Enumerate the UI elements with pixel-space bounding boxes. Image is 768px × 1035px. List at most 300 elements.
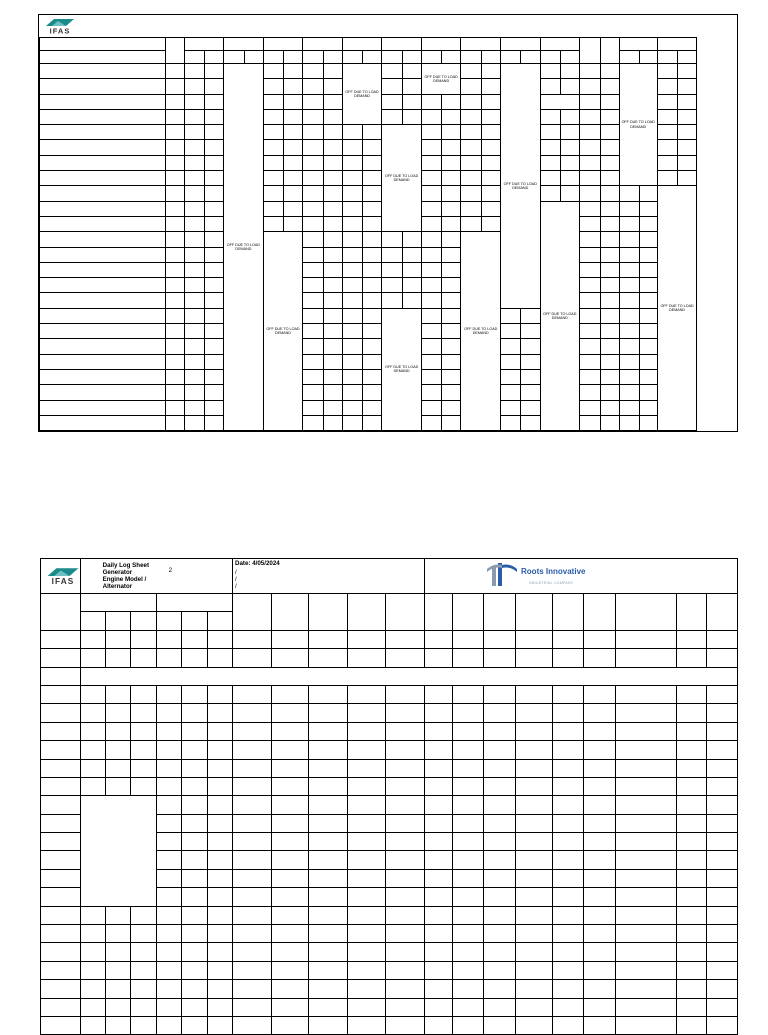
row-date [40, 140, 166, 155]
volts-value [80, 759, 105, 777]
load-kw-value [184, 155, 204, 170]
value-tl [584, 685, 615, 703]
empty-cell [207, 980, 232, 998]
value-load [271, 685, 309, 703]
value-rhrs [233, 759, 272, 777]
empty-cell [309, 833, 348, 851]
volts-value [131, 649, 156, 667]
load-pct-value [600, 339, 619, 354]
empty-cell [552, 814, 583, 832]
empty-cell [131, 998, 156, 1016]
temp-value [323, 94, 342, 109]
temp-value [323, 140, 342, 155]
value-ot [425, 722, 453, 740]
row-date [40, 247, 166, 262]
load-kw-value [421, 415, 441, 430]
temp-value [640, 232, 658, 247]
load-kw-value [342, 400, 362, 415]
value-fuel [707, 759, 738, 777]
empty-cell [386, 869, 425, 887]
slash-mark: / [235, 583, 237, 590]
value-fuel [707, 649, 738, 667]
temp-value [284, 125, 303, 140]
load-kw-value [461, 94, 481, 109]
empty-cell [271, 851, 309, 869]
empty-cell [584, 925, 615, 943]
value-oilp [347, 722, 386, 740]
temp-value [205, 354, 224, 369]
load-kw-value [184, 278, 204, 293]
empty-cell [516, 833, 553, 851]
empty-cell [347, 888, 386, 906]
empty-cell [615, 1016, 676, 1034]
row-time [165, 140, 184, 155]
off-load-cell [657, 186, 697, 431]
row-time [41, 796, 81, 814]
row-date [40, 354, 166, 369]
value-oilp [347, 685, 386, 703]
temp-value [363, 171, 382, 186]
empty-cell [584, 906, 615, 924]
value-fuel [707, 630, 738, 648]
empty-cell [584, 980, 615, 998]
temp-value [205, 94, 224, 109]
load-pct-value [600, 415, 619, 430]
load-pct-value [600, 109, 619, 124]
table-row [41, 704, 738, 722]
temp-value [363, 385, 382, 400]
load-kw-value [342, 385, 362, 400]
temp-value [442, 308, 461, 323]
row-date [40, 216, 166, 231]
volts-value [106, 685, 131, 703]
table-row [40, 247, 738, 262]
empty-cell [676, 906, 706, 924]
header-time [165, 38, 184, 64]
value-pct [676, 759, 706, 777]
table-row [41, 1016, 738, 1034]
total-load-value [580, 216, 600, 231]
off-load-cell [421, 64, 461, 95]
load-kw-value [342, 324, 362, 339]
load-kw-value [619, 385, 639, 400]
value-bat [552, 630, 583, 648]
value-tp [483, 741, 516, 759]
empty-cell [131, 961, 156, 979]
empty-cell [615, 961, 676, 979]
empty-cell [182, 851, 207, 869]
header-volts [80, 594, 156, 612]
empty-cell [106, 998, 131, 1016]
value-tp [483, 630, 516, 648]
temp-value [205, 262, 224, 277]
temp-value [640, 293, 658, 308]
table-row [41, 980, 738, 998]
load-kw-value [619, 415, 639, 430]
value-oilp [347, 704, 386, 722]
load-kw-value [342, 216, 362, 231]
empty-cell [453, 925, 483, 943]
empty-cell [207, 851, 232, 869]
load-kw-value [184, 324, 204, 339]
load-kw-value [303, 400, 323, 415]
row-time [165, 79, 184, 94]
empty-cell [386, 925, 425, 943]
load-kw-value [421, 385, 441, 400]
value-wt [386, 685, 425, 703]
empty-cell [453, 980, 483, 998]
temp-value [323, 155, 342, 170]
load-kw-value [303, 369, 323, 384]
row-time [165, 247, 184, 262]
empty-cell [516, 814, 553, 832]
header-load-kw [342, 51, 362, 64]
empty-cell [584, 1016, 615, 1034]
load-kw-value [303, 94, 323, 109]
value-pct [676, 722, 706, 740]
load-kw-value [461, 140, 481, 155]
off-load-block [80, 796, 156, 906]
empty-cell [453, 906, 483, 924]
row-date [40, 201, 166, 216]
empty-cell [309, 1016, 348, 1034]
empty-cell [615, 851, 676, 869]
load-kw-value [540, 140, 560, 155]
load-kw-value [263, 109, 283, 124]
load-kw-value [184, 201, 204, 216]
empty-cell [552, 1016, 583, 1034]
value-inlet [516, 777, 553, 795]
value-wt [386, 630, 425, 648]
value-wt [386, 704, 425, 722]
empty-cell [182, 925, 207, 943]
header-temp [284, 51, 303, 64]
temp-value [678, 109, 697, 124]
value-oilp [347, 777, 386, 795]
load-kw-value [184, 125, 204, 140]
volts-value [80, 649, 105, 667]
empty-cell [676, 796, 706, 814]
row-time [41, 906, 81, 924]
load-kw-value [184, 354, 204, 369]
brand-name: Roots Innovative [521, 567, 586, 576]
header-load-kw [224, 51, 244, 64]
empty-cell [483, 833, 516, 851]
value-tp [483, 649, 516, 667]
temp-value [205, 339, 224, 354]
value-oilp [347, 741, 386, 759]
temp-value [640, 369, 658, 384]
header-g11 [184, 38, 224, 51]
row-time [165, 109, 184, 124]
load-kw-value [382, 293, 402, 308]
temp-value [363, 354, 382, 369]
empty-cell [584, 833, 615, 851]
empty-cell [453, 943, 483, 961]
load-kw-value [303, 262, 323, 277]
temp-value [323, 415, 342, 430]
value-rhrs [233, 685, 272, 703]
empty-cell [386, 1016, 425, 1034]
temp-value [442, 201, 461, 216]
table-row [41, 906, 738, 924]
temp-value [284, 171, 303, 186]
load-kw-value [184, 247, 204, 262]
value-wt [386, 777, 425, 795]
total-load-value [580, 400, 600, 415]
volts-value [80, 722, 105, 740]
empty-cell [584, 998, 615, 1016]
row-time [165, 216, 184, 231]
temp-value [442, 400, 461, 415]
header-water-pressure [453, 594, 483, 631]
empty-cell [80, 906, 105, 924]
temp-value [678, 140, 697, 155]
header-turbo-pressure [483, 594, 516, 631]
empty-cell [425, 998, 453, 1016]
generator-log-table [39, 15, 737, 431]
total-load-value [580, 308, 600, 323]
value-ot [425, 649, 453, 667]
off-load-cell [342, 64, 382, 125]
empty-cell [425, 943, 453, 961]
table-row [40, 232, 738, 247]
empty-cell [80, 980, 105, 998]
total-load-value [580, 171, 600, 186]
empty-cell [552, 796, 583, 814]
volts-value [106, 759, 131, 777]
temp-value [284, 94, 303, 109]
load-kw-value [263, 64, 283, 79]
logo-cell [41, 559, 81, 594]
empty-cell [483, 851, 516, 869]
volts-value [131, 685, 156, 703]
value-freq [309, 759, 348, 777]
value-oilp [347, 759, 386, 777]
empty-cell [207, 1016, 232, 1034]
load-kw-value [184, 262, 204, 277]
header-l3 [131, 612, 156, 630]
value-inlet [516, 704, 553, 722]
load-pct-value [600, 385, 619, 400]
empty-cell [425, 796, 453, 814]
load-kw-value [619, 262, 639, 277]
temp-value [521, 308, 540, 323]
temp-value [323, 278, 342, 293]
empty-cell [386, 961, 425, 979]
row-time [41, 759, 81, 777]
empty-cell [182, 906, 207, 924]
value-rhrs [233, 704, 272, 722]
load-pct-value [600, 94, 619, 109]
load-kw-value [184, 171, 204, 186]
load-kw-value [303, 278, 323, 293]
temp-value [640, 354, 658, 369]
load-kw-value [421, 247, 441, 262]
temp-value [481, 201, 500, 216]
empty-cell [347, 925, 386, 943]
empty-cell [707, 869, 738, 887]
empty-cell [676, 814, 706, 832]
header-g5 [421, 38, 461, 51]
temp-value [678, 171, 697, 186]
empty-cell [156, 888, 181, 906]
empty-cell [516, 796, 553, 814]
load-kw-value [461, 109, 481, 124]
row-time [41, 667, 81, 685]
temp-value [205, 109, 224, 124]
temp-value [363, 278, 382, 293]
log-date: Date: 4/05/2024 [235, 560, 280, 567]
volts-value [80, 777, 105, 795]
load-kw-value [540, 64, 560, 79]
load-kw-value [619, 354, 639, 369]
empty-cell [453, 833, 483, 851]
empty-cell [483, 888, 516, 906]
temp-value [323, 308, 342, 323]
value-tp [483, 777, 516, 795]
empty-cell [156, 869, 181, 887]
off-load-cell [382, 308, 422, 430]
row-time [41, 630, 81, 648]
row-time [165, 278, 184, 293]
temp-value [363, 155, 382, 170]
value-bat [552, 722, 583, 740]
ampere-value [182, 685, 207, 703]
load-kw-value [184, 415, 204, 430]
temp-value [323, 186, 342, 201]
table-row [40, 278, 738, 293]
row-time [165, 186, 184, 201]
temp-value [402, 79, 421, 94]
volts-value [80, 741, 105, 759]
temp-value [481, 186, 500, 201]
row-time [165, 400, 184, 415]
temp-value [521, 339, 540, 354]
load-kw-value [500, 369, 520, 384]
empty-cell [156, 851, 181, 869]
ampere-value [207, 630, 232, 648]
ampere-value [156, 685, 181, 703]
total-load-value [580, 339, 600, 354]
temp-value [363, 262, 382, 277]
temp-value [640, 201, 658, 216]
load-kw-value [657, 79, 677, 94]
title-line: Alternator [102, 583, 133, 590]
value-bat [552, 704, 583, 722]
value-wt [386, 649, 425, 667]
load-kw-value [184, 186, 204, 201]
title-line: Daily Log Sheet [102, 562, 150, 569]
temp-value [323, 400, 342, 415]
load-kw-value [184, 308, 204, 323]
empty-cell [483, 961, 516, 979]
table-row [41, 722, 738, 740]
value-tp [483, 759, 516, 777]
load-kw-value [303, 109, 323, 124]
header-rhrs [233, 594, 272, 631]
load-kw-value [342, 308, 362, 323]
load-kw-value [657, 140, 677, 155]
table-row [41, 649, 738, 667]
temp-value [678, 155, 697, 170]
load-kw-value [657, 109, 677, 124]
empty-cell [615, 869, 676, 887]
daily-log-sheet-generators [38, 14, 738, 432]
total-load-value [580, 369, 600, 384]
value-kwh [615, 777, 676, 795]
empty-cell [386, 888, 425, 906]
row-time [165, 125, 184, 140]
off-load-cell [461, 232, 501, 431]
temp-value [481, 94, 500, 109]
empty-cell [131, 943, 156, 961]
volts-value [106, 722, 131, 740]
temp-value [205, 278, 224, 293]
load-kw-value [303, 385, 323, 400]
empty-cell [483, 869, 516, 887]
value-freq [309, 630, 348, 648]
empty-cell [182, 1016, 207, 1034]
temp-value [205, 125, 224, 140]
load-kw-value [342, 232, 362, 247]
empty-cell [233, 833, 272, 851]
header-ampere [156, 594, 232, 612]
temp-value [560, 186, 579, 201]
temp-value [323, 216, 342, 231]
total-load-value [580, 140, 600, 155]
table-row [41, 759, 738, 777]
load-kw-value [303, 354, 323, 369]
header-l3 [207, 612, 232, 630]
load-kw-value [263, 186, 283, 201]
empty-cell [552, 998, 583, 1016]
value-tl [584, 649, 615, 667]
table-row [41, 796, 738, 814]
row-time [165, 415, 184, 430]
header-temp [481, 51, 500, 64]
empty-cell [271, 796, 309, 814]
off-due-to-load-label: OFF DUE TO LOAD DEMAND [503, 181, 537, 190]
temp-value [442, 186, 461, 201]
empty-cell [271, 925, 309, 943]
volts-value [131, 741, 156, 759]
table-row [41, 925, 738, 943]
load-kw-value [303, 201, 323, 216]
value-wp [453, 685, 483, 703]
load-kw-value [184, 232, 204, 247]
value-fuel [707, 777, 738, 795]
load-kw-value [657, 94, 677, 109]
temp-value [205, 369, 224, 384]
empty-cell [347, 906, 386, 924]
temp-value [205, 155, 224, 170]
brand-subtitle: INDUSTRIAL COMPANY [529, 581, 574, 585]
empty-cell [156, 814, 181, 832]
table-row [41, 741, 738, 759]
empty-cell [516, 869, 553, 887]
temp-value [560, 171, 579, 186]
header-temp [640, 51, 658, 64]
temp-value [323, 109, 342, 124]
temp-value [363, 369, 382, 384]
empty-cell [516, 906, 553, 924]
empty-cell [207, 925, 232, 943]
load-kw-value [382, 247, 402, 262]
load-kw-value [184, 216, 204, 231]
value-bat [552, 685, 583, 703]
temp-value [323, 293, 342, 308]
